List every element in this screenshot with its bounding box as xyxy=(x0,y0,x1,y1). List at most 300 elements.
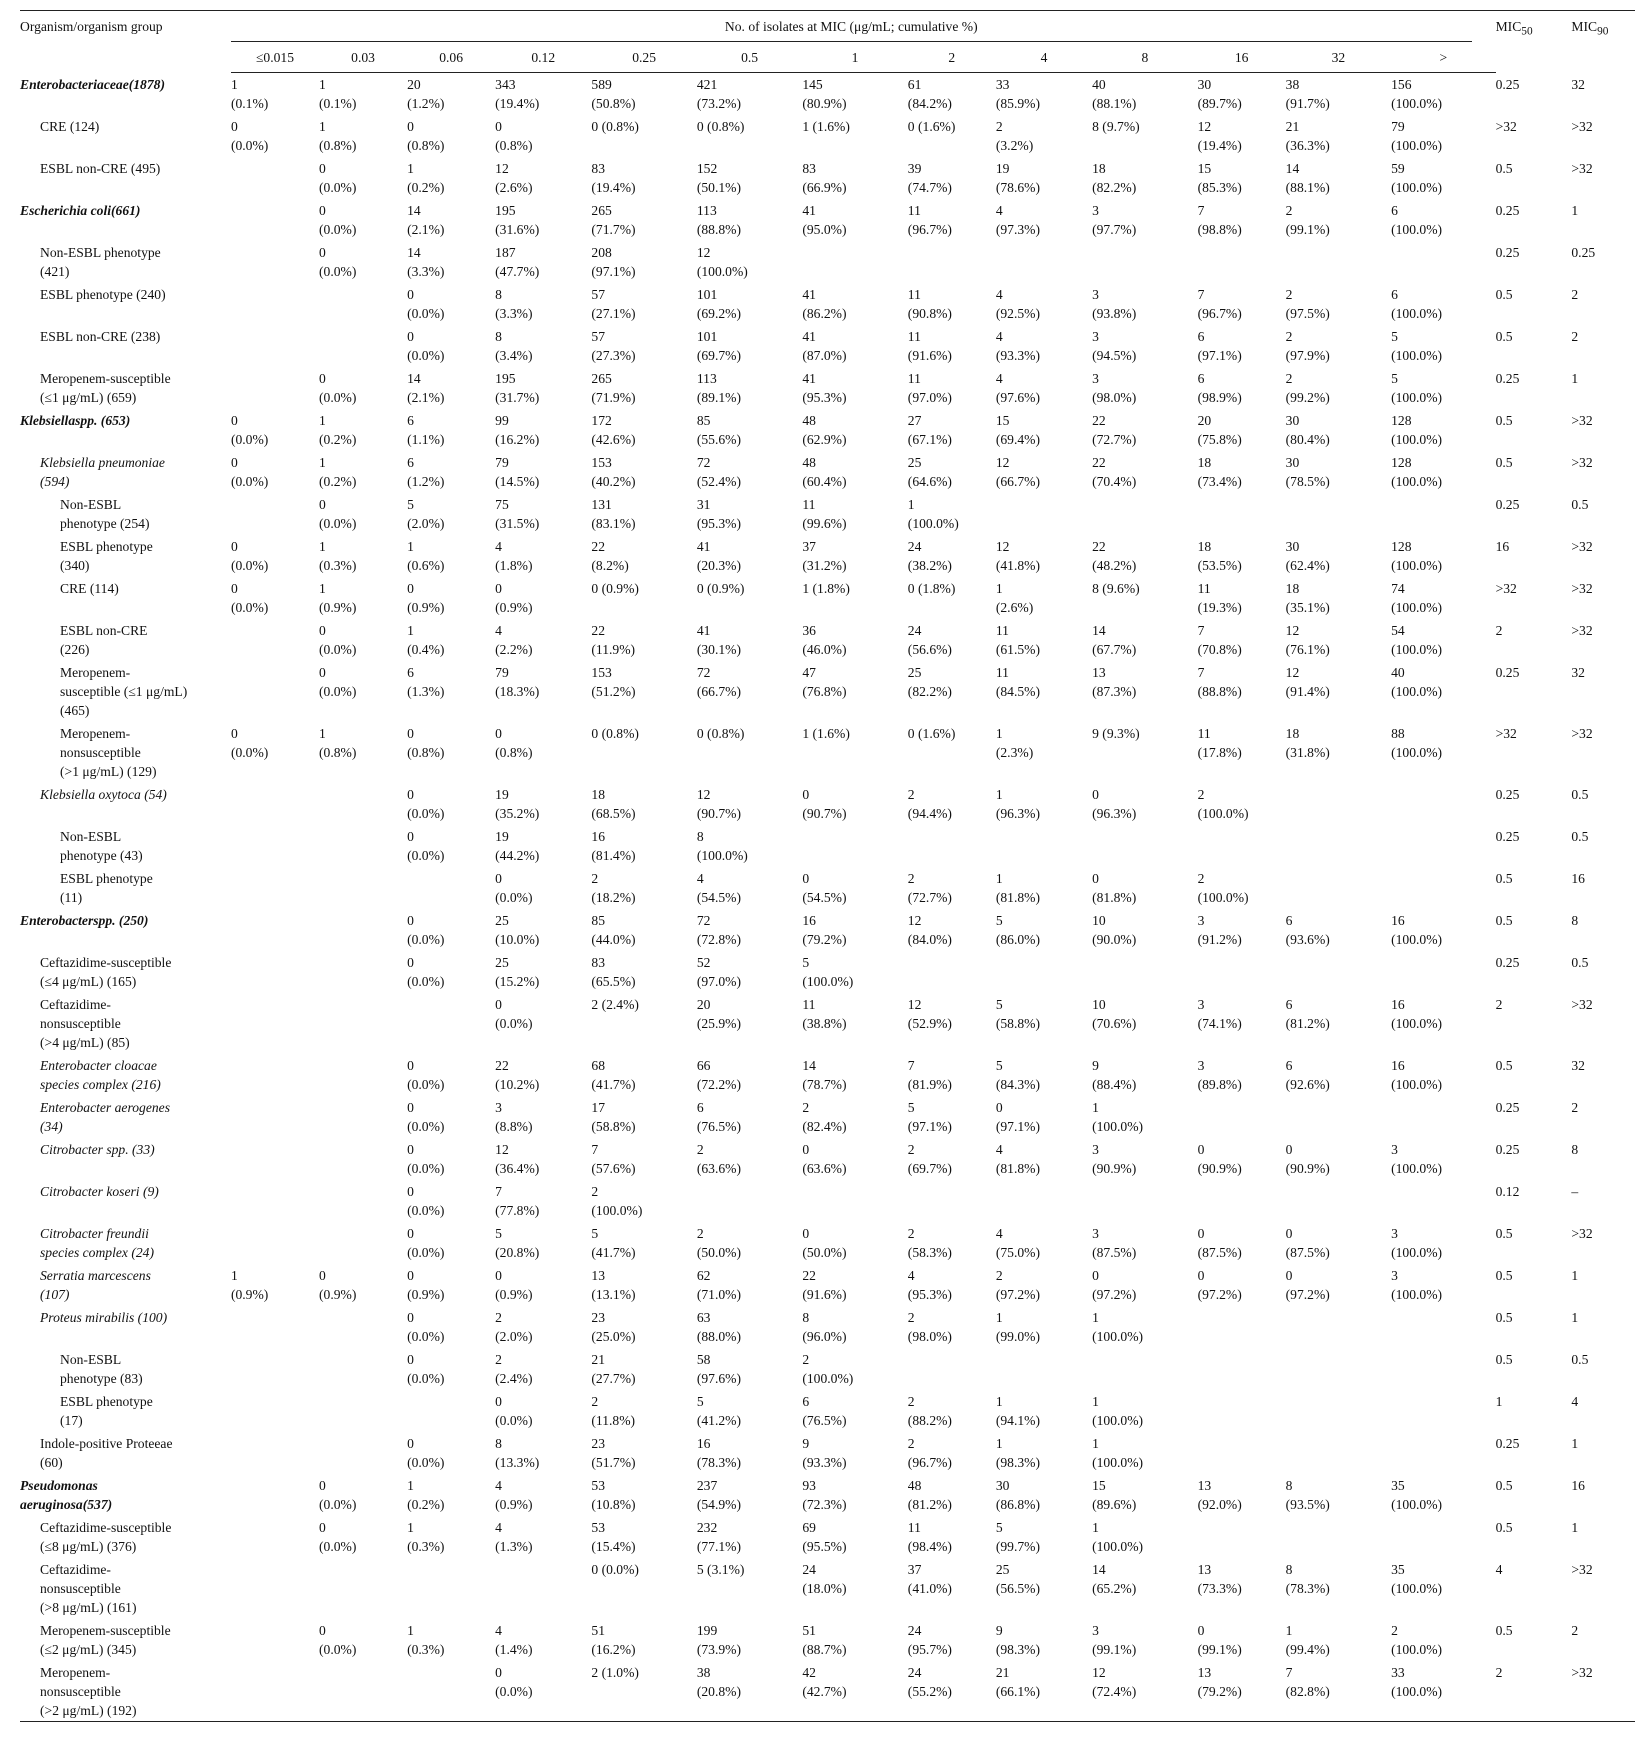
mic-count-cell: 128 (100.0%) xyxy=(1391,455,1443,489)
mic-count-cell: 0 (0.9%) xyxy=(319,1268,357,1302)
mic90-value: 0.5 xyxy=(1571,497,1589,512)
mic-count-cell: 1 (0.1%) xyxy=(230,77,269,111)
mic-count-cell xyxy=(231,618,319,660)
mic-count-cell: 2 (2.4%) xyxy=(495,1352,533,1386)
organism-name: ESBL phenotype (240) xyxy=(40,287,166,302)
mic-count-cell: 5 (100.0%) xyxy=(1391,329,1443,363)
mic-count-cell: 72 (72.8%) xyxy=(696,913,742,947)
mic-count-cell xyxy=(231,1305,319,1347)
mic-count-cell xyxy=(407,1660,495,1722)
mic-count-cell xyxy=(231,824,319,866)
mic-count-cell xyxy=(407,992,495,1053)
mic-count-cell: 15 (69.4%) xyxy=(995,413,1041,447)
mic-column-header: 0.06 xyxy=(407,42,495,73)
mic-count-cell: 6 (98.9%) xyxy=(1197,371,1242,405)
organism-name: ESBL non-CRE (226) xyxy=(60,623,148,657)
table-row xyxy=(20,721,1635,782)
mic-count-cell: 153 (51.2%) xyxy=(591,665,636,699)
mic-count-cell xyxy=(231,1347,319,1389)
table-row xyxy=(20,866,1635,908)
mic90-value: >32 xyxy=(1571,455,1593,470)
mic-count-cell xyxy=(231,240,319,282)
mic-count-cell: 6 (100.0%) xyxy=(1391,287,1443,321)
mic-count-cell xyxy=(231,782,319,824)
mic-count-cell: 22 (72.7%) xyxy=(1092,413,1137,447)
mic-count-cell: 24 (38.2%) xyxy=(907,539,952,573)
table-row xyxy=(20,1347,1635,1389)
mic-count-cell xyxy=(231,908,319,950)
mic-count-cell: 5 (99.7%) xyxy=(995,1520,1041,1554)
mic-count-cell xyxy=(802,1179,907,1221)
mic-count-cell: 27 (67.1%) xyxy=(907,413,952,447)
mic-count-cell: 35 (100.0%) xyxy=(1391,1562,1443,1596)
mic90-value: 1 xyxy=(1571,1310,1579,1325)
mic-count-cell: 62 (71.0%) xyxy=(696,1268,742,1302)
mic90-value: 16 xyxy=(1571,871,1585,886)
mic-count-cell: 18 (35.1%) xyxy=(1285,581,1330,615)
mic50-value: 0.5 xyxy=(1495,1058,1513,1073)
mic-count-cell: 195 (31.7%) xyxy=(495,371,540,405)
mic-count-cell: 99 (16.2%) xyxy=(495,413,540,447)
mic-count-cell xyxy=(908,824,996,866)
mic-count-cell xyxy=(231,866,319,908)
mic-distribution-table xyxy=(20,10,1635,1722)
mic-count-cell: 0 (99.1%) xyxy=(1197,1623,1242,1657)
mic-count-cell xyxy=(1391,1179,1495,1221)
mic-count-cell: 3 (98.0%) xyxy=(1092,371,1137,405)
mic-count-cell xyxy=(1286,1431,1391,1473)
mic-count-cell: 54 (100.0%) xyxy=(1391,623,1443,657)
table-row xyxy=(20,240,1635,282)
mic-count-cell: 0 (0.0%) xyxy=(495,1665,533,1699)
mic-count-cell: 1 (0.2%) xyxy=(407,161,445,195)
mic-count-cell: 6 (92.6%) xyxy=(1285,1058,1330,1092)
mic-count-cell xyxy=(319,824,407,866)
mic-count-cell: 79 (14.5%) xyxy=(495,455,540,489)
mic50-value: 16 xyxy=(1495,539,1510,554)
mic-count-cell: 1 (2.6%) xyxy=(995,581,1034,615)
mic-count-cell: 2 (100.0%) xyxy=(1197,871,1249,905)
mic-count-cell: 10 (70.6%) xyxy=(1092,997,1137,1031)
mic-count-cell: 6 (81.2%) xyxy=(1285,997,1330,1031)
mic-count-cell: 14 (2.1%) xyxy=(407,371,445,405)
mic-column-header: 0.5 xyxy=(697,42,802,73)
mic-count-cell xyxy=(231,156,319,198)
mic-count-cell xyxy=(319,1221,407,1263)
mic50-value: 4 xyxy=(1495,1562,1503,1577)
organism-name: Meropenem-susceptible (≤1 μg/mL) (659) xyxy=(40,371,171,405)
mic-count-cell: 265 (71.9%) xyxy=(591,371,636,405)
mic-count-cell: 5 (2.0%) xyxy=(407,497,445,531)
mic-count-cell: 3 (90.9%) xyxy=(1092,1142,1137,1176)
mic-count-cell: 51 (88.7%) xyxy=(802,1623,847,1657)
mic-count-cell xyxy=(996,1179,1092,1221)
organism-name: CRE (124) xyxy=(40,119,100,134)
organism-name: Klebsiella oxytoca (54) xyxy=(40,787,167,802)
mic-count-cell xyxy=(1286,866,1391,908)
mic-count-cell: 24 (18.0%) xyxy=(802,1562,847,1596)
mic50-value: 0.5 xyxy=(1495,1352,1513,1367)
mic-count-cell: 0 (0.0%) xyxy=(319,371,357,405)
mic-count-cell: 0 (0.9%) xyxy=(407,581,445,615)
mic-count-cell: 88 (100.0%) xyxy=(1391,726,1443,760)
mic-count-cell: 0 (0.8%) xyxy=(696,119,745,134)
organism-name: Citrobacter freundii species complex (24) xyxy=(40,1226,154,1260)
mic-count-cell: 0 (0.8%) xyxy=(495,119,533,153)
mic-count-cell xyxy=(231,324,319,366)
mic-count-cell: 9 (88.4%) xyxy=(1092,1058,1137,1092)
mic-count-cell: 265 (71.7%) xyxy=(591,203,636,237)
mic-column-header: 32 xyxy=(1286,42,1391,73)
mic-count-cell: 4 (0.9%) xyxy=(495,1478,533,1512)
mic-count-cell: 11 (91.6%) xyxy=(907,329,952,363)
mic-count-cell: 5 (84.3%) xyxy=(995,1058,1041,1092)
mic-count-cell xyxy=(231,282,319,324)
mic50-value: 0.25 xyxy=(1495,203,1520,218)
mic-column-header: > xyxy=(1391,42,1495,73)
mic-count-cell xyxy=(319,1660,407,1722)
mic-count-cell xyxy=(802,240,907,282)
mic-count-cell: 93 (72.3%) xyxy=(802,1478,847,1512)
mic-count-cell: 18 (68.5%) xyxy=(591,787,636,821)
mic-count-cell: 0 (0.0%) xyxy=(407,1436,445,1470)
organism-name: Non-ESBL phenotype (254) xyxy=(60,497,150,531)
mic-count-cell: 4 (1.4%) xyxy=(495,1623,533,1657)
mic-count-cell: 7 (77.8%) xyxy=(495,1184,540,1218)
mic-count-cell: 15 (85.3%) xyxy=(1197,161,1242,195)
mic-count-cell: 2 (100.0%) xyxy=(591,1184,643,1218)
mic-count-cell: 41 (30.1%) xyxy=(696,623,742,657)
mic50-value: 0.5 xyxy=(1495,1226,1513,1241)
mic-count-cell: 30 (80.4%) xyxy=(1285,413,1330,447)
organism-name: Enterobacter aerogenes (34) xyxy=(40,1100,170,1134)
mic-count-cell: 6 (1.1%) xyxy=(407,413,445,447)
mic-count-cell: 14 (88.1%) xyxy=(1285,161,1330,195)
mic-count-cell: 7 (57.6%) xyxy=(591,1142,636,1176)
mic50-value: 0.25 xyxy=(1495,245,1520,260)
mic-count-cell: 1 (0.2%) xyxy=(319,455,357,489)
mic-count-cell: 232 (77.1%) xyxy=(696,1520,742,1554)
mic50-value: 0.25 xyxy=(1495,497,1520,512)
organism-name: Enterobacterspp. (250) xyxy=(20,913,149,928)
mic-count-cell xyxy=(319,1431,407,1473)
mic-count-cell: 2 (82.4%) xyxy=(802,1100,847,1134)
mic-count-cell: 2 (94.4%) xyxy=(907,787,952,821)
mic-count-cell: 41 (95.0%) xyxy=(802,203,847,237)
mic-count-cell xyxy=(1198,1179,1286,1221)
mic-count-cell: 2 (96.7%) xyxy=(907,1436,952,1470)
mic-count-cell: 0 (0.0%) xyxy=(230,119,269,153)
organism-name: Non-ESBL phenotype (83) xyxy=(60,1352,143,1386)
mic-column-header: 1 xyxy=(802,42,907,73)
mic-count-cell xyxy=(231,1660,319,1722)
mic-count-cell: 22 (91.6%) xyxy=(802,1268,847,1302)
mic-count-cell: 1 (0.6%) xyxy=(407,539,445,573)
mic-count-cell xyxy=(1198,1095,1286,1137)
mic-count-cell xyxy=(231,1053,319,1095)
mic-count-cell: 1 (96.3%) xyxy=(995,787,1041,821)
organism-name: Citrobacter koseri (9) xyxy=(40,1184,159,1199)
mic-count-cell: 3 (91.2%) xyxy=(1197,913,1242,947)
mic-count-cell: 7 (70.8%) xyxy=(1197,623,1242,657)
mic50-value: 0.5 xyxy=(1495,1268,1513,1283)
mic-count-cell: 33 (100.0%) xyxy=(1391,1665,1443,1699)
mic-count-cell: 5 (100.0%) xyxy=(1391,371,1443,405)
mic-count-cell: 0 (0.0%) xyxy=(230,581,269,615)
mic-count-cell: 2 (69.7%) xyxy=(907,1142,952,1176)
table-row xyxy=(20,1095,1635,1137)
mic50-value: 0.25 xyxy=(1495,1436,1520,1451)
mic-count-cell: 22 (8.2%) xyxy=(591,539,629,573)
mic-count-cell: 0 (0.0%) xyxy=(319,1520,357,1554)
mic-count-cell xyxy=(996,824,1092,866)
mic-count-cell xyxy=(1092,1179,1197,1221)
mic-count-cell: 2 (1.0%) xyxy=(591,1665,639,1680)
mic-count-cell: 0 (0.0%) xyxy=(230,413,269,447)
mic-count-cell: 0 (0.0%) xyxy=(230,539,269,573)
mic-count-cell: 25 (82.2%) xyxy=(907,665,952,699)
mic50-value: 2 xyxy=(1495,997,1503,1012)
organism-name: Citrobacter spp. (33) xyxy=(40,1142,155,1157)
mic-count-cell: 14 (65.2%) xyxy=(1092,1562,1137,1596)
mic-count-cell: 0 (0.0%) xyxy=(230,455,269,489)
mic-count-cell: 2 (50.0%) xyxy=(696,1226,742,1260)
mic-count-cell: 25 (15.2%) xyxy=(495,955,540,989)
mic-count-cell xyxy=(319,992,407,1053)
table-row xyxy=(20,618,1635,660)
mic-count-cell: 589 (50.8%) xyxy=(591,77,636,111)
mic90-value: >32 xyxy=(1571,997,1593,1012)
mic-count-cell: 7 (96.7%) xyxy=(1197,287,1242,321)
mic-count-cell: 22 (48.2%) xyxy=(1092,539,1137,573)
mic-count-cell: 41 (20.3%) xyxy=(696,539,742,573)
mic-count-cell: 68 (41.7%) xyxy=(591,1058,636,1092)
mic-count-cell: 0 (0.9%) xyxy=(495,1268,533,1302)
mic-count-cell: 39 (74.7%) xyxy=(907,161,952,195)
mic-count-cell: 0 (97.2%) xyxy=(1197,1268,1242,1302)
table-row xyxy=(20,1618,1635,1660)
organism-name: Ceftazidime- nonsusceptible (>4 μg/mL) (85) xyxy=(40,997,130,1050)
mic-count-cell: 72 (52.4%) xyxy=(696,455,742,489)
mic-count-cell: 0 (0.0%) xyxy=(495,1394,533,1428)
mic-count-cell xyxy=(1286,492,1391,534)
mic-count-cell: 40 (88.1%) xyxy=(1092,77,1137,111)
mic-count-cell: 18 (73.4%) xyxy=(1197,455,1242,489)
mic-count-cell: 30 (62.4%) xyxy=(1285,539,1330,573)
mic-count-cell xyxy=(1092,240,1197,282)
mic90-value: 0.5 xyxy=(1571,787,1589,802)
organism-name: ESBL phenotype (340) xyxy=(60,539,153,573)
mic90-value: 1 xyxy=(1571,371,1579,386)
mic-count-cell xyxy=(1391,1347,1495,1389)
mic-count-cell: 11 (97.0%) xyxy=(907,371,952,405)
mic-count-cell xyxy=(1391,824,1495,866)
mic-count-cell: 7 (82.8%) xyxy=(1285,1665,1330,1699)
mic-count-cell: 1 (0.4%) xyxy=(407,623,445,657)
mic-count-cell: 0 (0.0%) xyxy=(319,665,357,699)
mic-count-cell: 0 (0.8%) xyxy=(407,726,445,760)
mic-count-cell xyxy=(231,1473,319,1515)
mic-count-cell: 41 (86.2%) xyxy=(802,287,847,321)
mic-count-cell: 1 (2.3%) xyxy=(995,726,1034,760)
mic50-value: >32 xyxy=(1495,119,1517,134)
mic-count-cell: 3 (93.8%) xyxy=(1092,287,1137,321)
mic-count-cell: 4 (97.6%) xyxy=(995,371,1041,405)
mic-count-cell: 3 (100.0%) xyxy=(1391,1226,1443,1260)
mic-count-cell xyxy=(231,992,319,1053)
table-row xyxy=(20,1137,1635,1179)
mic90-value: >32 xyxy=(1571,623,1593,638)
mic-count-cell: 0 (0.0%) xyxy=(407,829,445,863)
mic-count-cell: 22 (11.9%) xyxy=(591,623,636,657)
organism-name: Meropenem-susceptible (≤2 μg/mL) (345) xyxy=(40,1623,171,1657)
mic-count-cell: 2 (11.8%) xyxy=(591,1394,636,1428)
mic-count-cell xyxy=(231,660,319,721)
organism-name: Ceftazidime-susceptible (≤8 μg/mL) (376) xyxy=(40,1520,172,1554)
mic-count-cell: 17 (58.8%) xyxy=(591,1100,636,1134)
mic-count-cell xyxy=(996,1347,1092,1389)
table-row xyxy=(20,824,1635,866)
mic-count-cell xyxy=(1286,1095,1391,1137)
mic-count-cell: 0 (0.8%) xyxy=(591,119,639,134)
mic90-value: >32 xyxy=(1571,581,1593,596)
mic-count-cell: 0 (0.0%) xyxy=(407,1058,445,1092)
mic-count-cell: 0 (97.1%) xyxy=(995,1100,1041,1134)
mic-count-cell: 2 (100.0%) xyxy=(1197,787,1249,821)
mic-count-cell xyxy=(1286,1305,1391,1347)
mic-count-cell xyxy=(1286,950,1391,992)
mic-count-cell xyxy=(319,782,407,824)
mic-count-cell: 13 (73.3%) xyxy=(1197,1562,1242,1596)
mic-count-cell: 6 (100.0%) xyxy=(1391,203,1443,237)
mic-count-cell xyxy=(407,1557,495,1618)
mic-count-cell xyxy=(319,950,407,992)
mic50-value: 0.12 xyxy=(1495,1184,1520,1199)
organism-name: Enterobacteriaceae(1878) xyxy=(20,76,165,92)
mic-count-cell: 0 (0.9%) xyxy=(495,581,533,615)
mic-count-cell: 145 (80.9%) xyxy=(802,77,847,111)
organism-name: Klebsiella pneumoniae (594) xyxy=(40,455,165,489)
mic-count-cell: 15 (89.6%) xyxy=(1092,1478,1137,1512)
mic-count-cell: 8 (13.3%) xyxy=(495,1436,540,1470)
mic-count-cell: 14 (78.7%) xyxy=(802,1058,847,1092)
mic-count-cell: 0 (0.0%) xyxy=(407,913,445,947)
mic-count-cell: 8 (9.7%) xyxy=(1092,119,1140,134)
mic-count-cell: 66 (72.2%) xyxy=(696,1058,742,1092)
mic-count-cell xyxy=(319,1557,407,1618)
mic-count-cell: 9 (9.3%) xyxy=(1092,726,1140,741)
mic-count-cell: 33 (85.9%) xyxy=(995,77,1041,111)
mic-count-cell: 237 (54.9%) xyxy=(696,1478,742,1512)
mic-count-cell xyxy=(996,950,1092,992)
mic-count-cell: 0 (0.9%) xyxy=(591,581,639,596)
mic-count-cell: 2 (99.2%) xyxy=(1285,371,1330,405)
mic-count-cell: 0 (0.0%) xyxy=(495,997,533,1031)
mic-count-cell: 21 (36.3%) xyxy=(1285,119,1330,153)
mic-count-cell: 1 (99.4%) xyxy=(1285,1623,1330,1657)
mic-count-cell: 12 (66.7%) xyxy=(995,455,1041,489)
mic-column-header: 16 xyxy=(1198,42,1286,73)
mic90-value: 1 xyxy=(1571,1520,1579,1535)
mic-count-cell: 1 (1.8%) xyxy=(802,581,850,596)
mic-count-cell xyxy=(1092,1347,1197,1389)
mic-count-cell: 172 (42.6%) xyxy=(591,413,636,447)
mic-count-cell: 13 (79.2%) xyxy=(1197,1665,1242,1699)
mic-count-cell: 41 (87.0%) xyxy=(802,329,847,363)
mic-count-cell: 11 (98.4%) xyxy=(907,1520,952,1554)
mic-count-cell: 2 (63.6%) xyxy=(696,1142,742,1176)
mic50-value: 0.5 xyxy=(1495,913,1513,928)
mic-count-cell xyxy=(1286,1179,1391,1221)
mic-count-cell: 5 (100.0%) xyxy=(802,955,854,989)
mic90-value: >32 xyxy=(1571,539,1593,554)
mic-count-cell: 2 (97.2%) xyxy=(995,1268,1041,1302)
table-row xyxy=(20,198,1635,240)
mic-count-cell: 2 (88.2%) xyxy=(907,1394,952,1428)
mic-count-cell: 0 (0.8%) xyxy=(407,119,445,153)
mic-count-cell: 3 (97.7%) xyxy=(1092,203,1137,237)
table-row xyxy=(20,660,1635,721)
mic-count-cell: 7 (81.9%) xyxy=(907,1058,952,1092)
mic-count-cell: 0 (0.0%) xyxy=(319,203,357,237)
mic-count-cell: 1 (0.8%) xyxy=(319,726,357,760)
mic-count-cell: 1 (94.1%) xyxy=(995,1394,1041,1428)
mic-count-cell: 5 (97.1%) xyxy=(907,1100,952,1134)
mic-count-cell: 19 (35.2%) xyxy=(495,787,540,821)
mic-count-cell xyxy=(908,1179,996,1221)
mic-count-cell: 72 (66.7%) xyxy=(696,665,742,699)
mic-count-cell: 0 (0.8%) xyxy=(495,726,533,760)
mic-column-header: 0.03 xyxy=(319,42,407,73)
mic50-value: 0.25 xyxy=(1495,1142,1520,1157)
mic90-value: >32 xyxy=(1571,161,1593,176)
mic-count-cell xyxy=(1391,1305,1495,1347)
mic-count-cell: 58 (97.6%) xyxy=(696,1352,742,1386)
mic-count-cell xyxy=(1391,1389,1495,1431)
mic90-value: 2 xyxy=(1571,1100,1579,1115)
mic-count-cell: 6 (1.3%) xyxy=(407,665,445,699)
mic-count-cell: 8 (93.5%) xyxy=(1285,1478,1330,1512)
mic-count-cell: 0 (50.0%) xyxy=(802,1226,847,1260)
mic-count-cell xyxy=(1198,492,1286,534)
mic-count-cell xyxy=(407,866,495,908)
mic-count-cell: 1 (100.0%) xyxy=(1092,1436,1144,1470)
mic-count-cell: 53 (10.8%) xyxy=(591,1478,636,1512)
mic90-value: 0.5 xyxy=(1571,1352,1589,1367)
table-row xyxy=(20,534,1635,576)
mic50-value: 0.5 xyxy=(1495,1310,1513,1325)
mic90-column-header: $MIC_{90}$ xyxy=(1571,19,1609,38)
mic-count-cell: 0 (1.8%) xyxy=(907,581,956,596)
mic-count-cell: 25 (10.0%) xyxy=(495,913,540,947)
organism-name: Enterobacter cloacae species complex (216) xyxy=(40,1058,161,1092)
mic-count-cell xyxy=(231,1179,319,1221)
mic-count-cell: 1 (0.3%) xyxy=(319,539,357,573)
mic-count-cell: 1 (0.1%) xyxy=(319,77,357,111)
mic-count-cell: 22 (70.4%) xyxy=(1092,455,1137,489)
table-row xyxy=(20,908,1635,950)
mic-count-cell: 2 (58.3%) xyxy=(907,1226,952,1260)
mic-count-cell xyxy=(1198,1347,1286,1389)
mic-count-cell: 2 (97.9%) xyxy=(1285,329,1330,363)
mic-count-cell xyxy=(1286,1515,1391,1557)
mic-count-cell: 0 (0.0%) xyxy=(319,161,357,195)
mic-count-cell xyxy=(1286,1347,1391,1389)
mic-count-cell xyxy=(231,198,319,240)
mic-count-cell: 0 (0.9%) xyxy=(696,581,745,596)
mic-count-cell: 12 (72.4%) xyxy=(1092,1665,1137,1699)
mic-count-cell: 30 (78.5%) xyxy=(1285,455,1330,489)
